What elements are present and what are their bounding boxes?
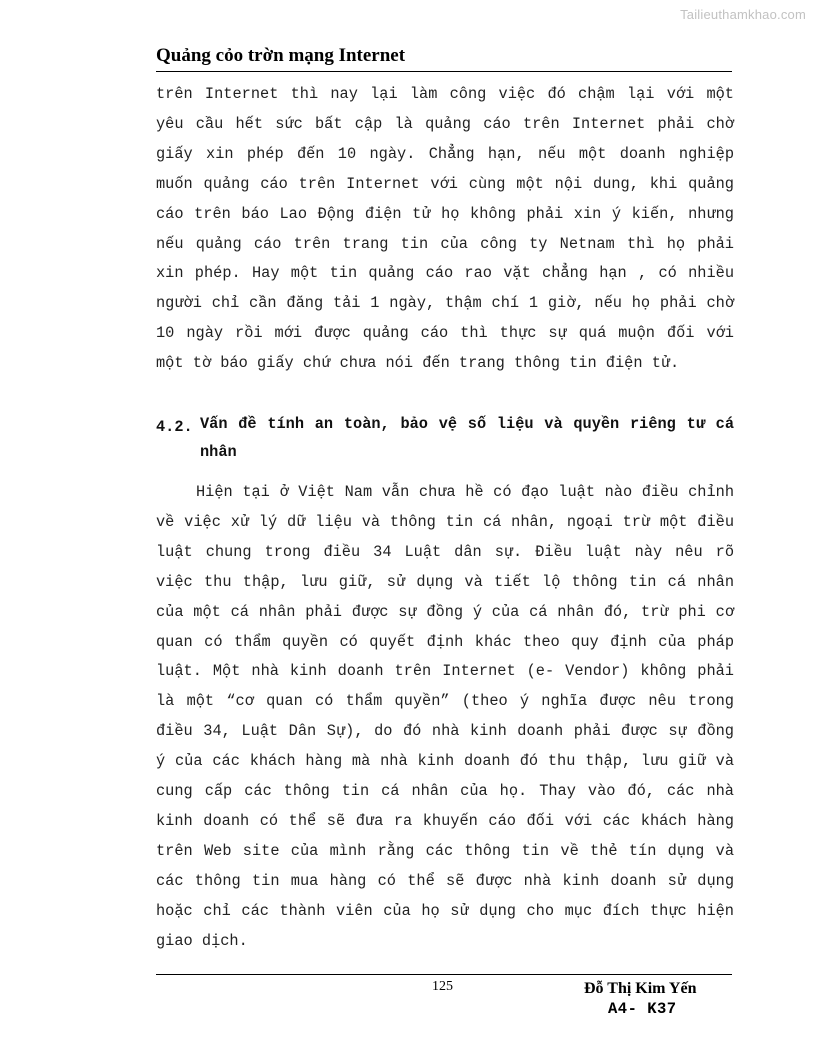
section-heading [156, 410, 734, 466]
body-paragraph-2: Hiện tại ở Việt Nam vẫn chưa hề có đạo luật nào điều chỉnh về việc xử lý dữ liệu và thông tin cá nhân, ngoại trừ một điều luật chung trong điều 34 Luật dân sự. Điều luật này nêu rõ việc thu thập, lưu giữ, sử dụng và tiết lộ thông tin cá nhân của một cá nhân phải được sự đồng ý của cá nhân đó, trừ phi cơ quan có thẩm quyền có quyết định khác theo quy định của pháp luật. Một nhà kinh doanh trên Internet (e- Vendor) không phải là một “cơ quan có thẩm quyền” (theo ý nghĩa được nêu trong điều 34, Luật Dân Sự), do đó nhà kinh doanh phải được sự đồng ý của các khách hàng mà nhà kinh doanh đó thu thập, lưu giữ và cung cấp các thông tin cá nhân của họ. Thay vào đó, các nhà kinh doanh có thể sẽ đưa ra khuyến cáo đối với các khách hàng trên Web site của mình rằng các thông tin về thẻ tín dụng và các thông tin mua hàng có thể sẽ được nhà kinh doanh sử dụng hoặc chỉ các thành viên của họ sử dụng cho mục đích thực hiện giao dịch. [156, 483, 734, 950]
section-title: Vấn đề tính an toàn, bảo vệ số liệu và quyền riêng tư cá nhân [200, 415, 734, 461]
footer-divider [156, 974, 732, 975]
page-number: 125 [432, 979, 453, 994]
page-header-title: Quảng cỏo trờn mạng Internet [156, 45, 406, 66]
watermark-text: Tailieuthamkhao.com [680, 7, 806, 22]
body-paragraph-1: trên Internet thì nay lại làm công việc đó chậm lại với một yêu cầu hết sức bất cập là quảng cáo trên Internet phải chờ giấy xin phép đến 10 ngày. Chẳng hạn, nếu một doanh nghiệp muốn quảng cáo trên Internet với cùng một nội dung, khi quảng cáo trên báo Lao Động điện tử họ không phải xin ý kiến, nhưng nếu quảng cáo trên trang tin của công ty Netnam thì họ phải xin phép. Hay một tin quảng cáo rao vặt chẳng hạn , có nhiều người chỉ cần đăng tải 1 ngày, thậm chí 1 giờ, nếu họ phải chờ 10 ngày rồi mới được quảng cáo thì thực sự quá muộn đối với một tờ báo giấy chứ chưa nói đến trang thông tin điện tử. [156, 85, 734, 373]
section-number: 4.2. [156, 418, 193, 436]
footer-class-code: A4- K37 [608, 1000, 677, 1018]
footer-author: Đỗ Thị Kim Yến [584, 980, 697, 997]
header-divider [156, 71, 732, 72]
